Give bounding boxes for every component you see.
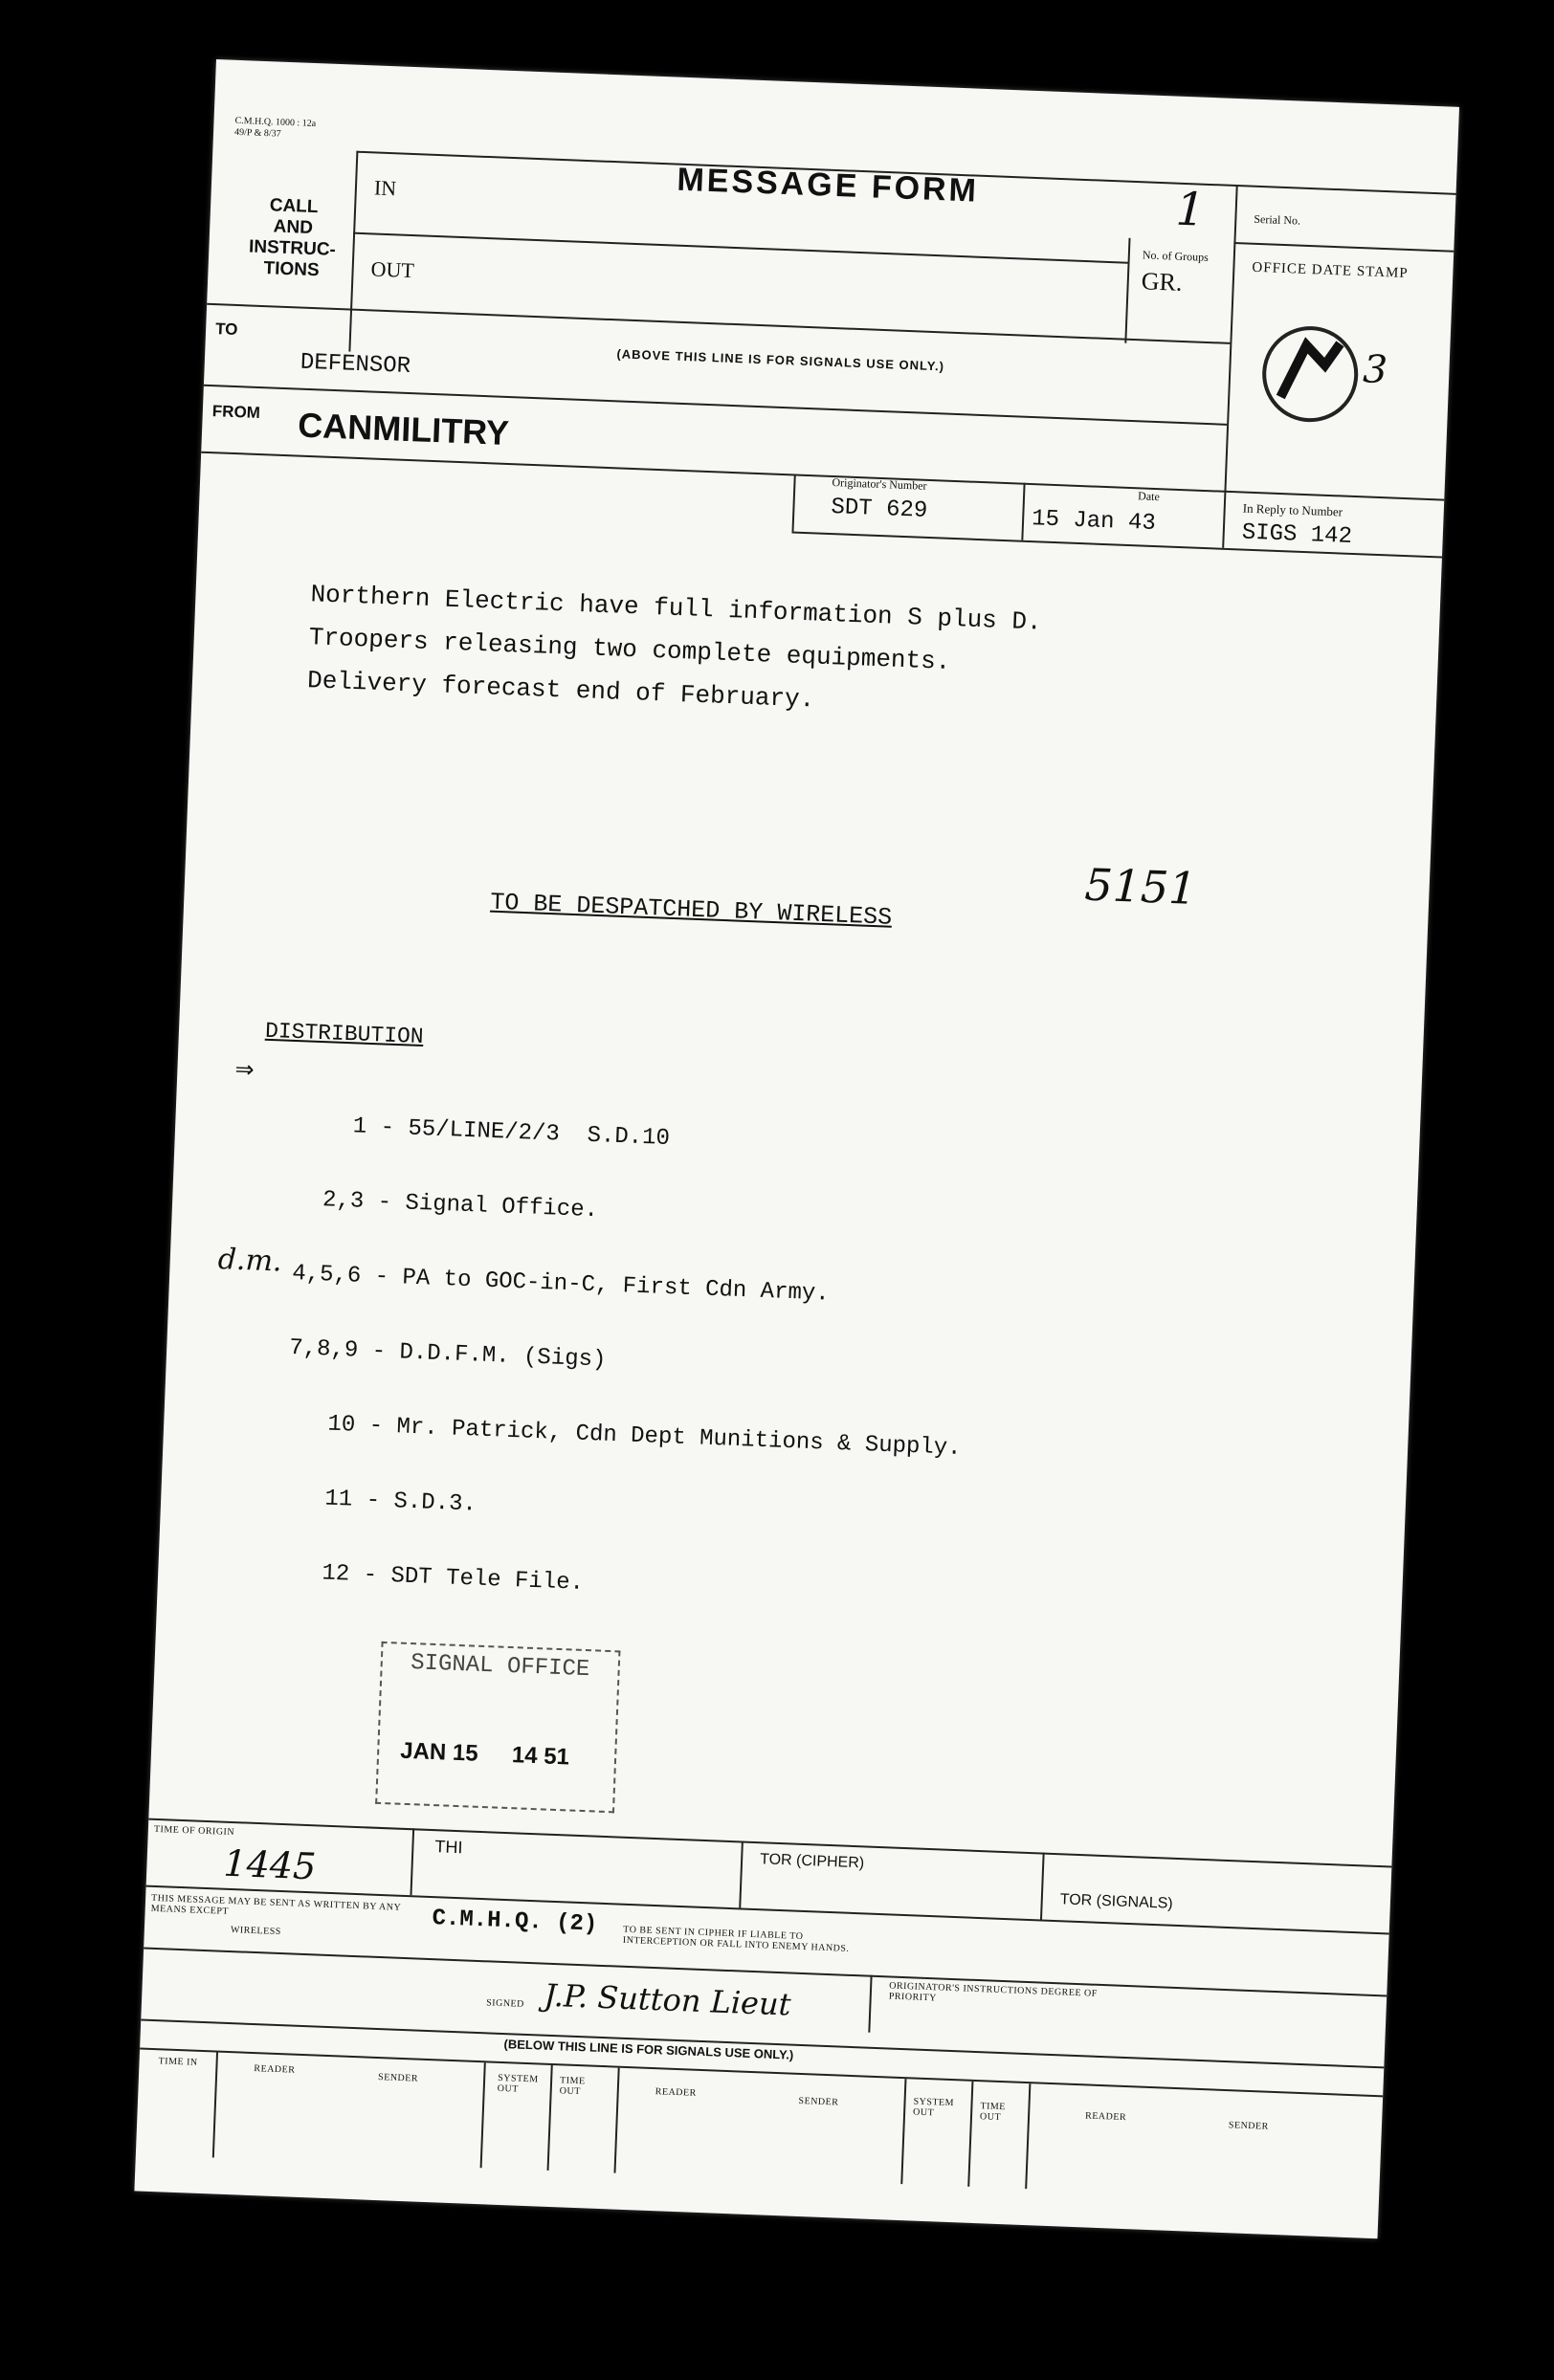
message-line: Delivery forecast end of February.	[306, 666, 815, 715]
signals-log-table	[136, 2049, 1383, 2202]
divider	[410, 1828, 414, 1895]
divider	[1021, 483, 1025, 540]
dist-copies: 7,8,9	[288, 1334, 359, 1364]
from-label: FROM	[211, 402, 261, 423]
distribution-item: 10 - Mr. Patrick, Cdn Dept Munitions & Supply.	[269, 1410, 962, 1462]
column-header: SYSTEM OUT	[912, 2096, 955, 2119]
below-line-note: (BELOW THIS LINE IS FOR SIGNALS USE ONLY.)	[503, 2037, 794, 2062]
reply-value: SIGS 142	[1241, 519, 1353, 550]
dist-copies: 12	[321, 1560, 350, 1588]
handwritten-number: 5151	[1083, 858, 1198, 915]
column-header: READER	[254, 2063, 296, 2076]
distribution-list	[261, 1062, 975, 1660]
divider	[1040, 1853, 1045, 1920]
divider	[1222, 185, 1238, 548]
dist-copies: 4,5,6	[291, 1260, 362, 1289]
distribution-item: 1 - 55/LINE/2/3 S.D.10	[280, 1112, 973, 1163]
call-line: INSTRUC-	[248, 236, 337, 260]
signature: J.P. Sutton Lieut	[543, 1976, 792, 2023]
signal-office-stamp	[375, 1642, 620, 1813]
divider	[900, 2079, 906, 2184]
distribution-item: 7,8,9 - D.D.F.M. (Sigs)	[272, 1335, 965, 1387]
divider	[792, 474, 796, 531]
divider	[547, 2065, 553, 2171]
despatch-note: TO BE DESPATCHED BY WIRELESS	[489, 888, 893, 932]
divider	[739, 1840, 744, 1907]
stamp-title: SIGNAL OFFICE	[410, 1650, 590, 1684]
reply-label: In Reply to Number	[1242, 500, 1343, 519]
dist-recipient: PA to GOC-in-C, First Cdn Army.	[401, 1265, 831, 1308]
cipher-note: TO BE SENT IN CIPHER IF LIABLE TO INTERCEPTION OR FALL INTO ENEMY HANDS.	[622, 1924, 850, 1954]
may-be-sent-label: THIS MESSAGE MAY BE SENT AS WRITTEN BY ANY MEANS EXCEPT	[150, 1892, 402, 1917]
time-of-origin-value: 1445	[222, 1841, 318, 1888]
dist-copies: 10	[326, 1411, 356, 1439]
distribution-item: 2,3 - Signal Office.	[278, 1186, 970, 1238]
divider	[207, 303, 1230, 344]
originator-label: Originator's Number	[832, 475, 927, 493]
distribution-heading: DISTRIBUTION	[264, 1018, 425, 1050]
groups-value: GR.	[1141, 267, 1183, 297]
form-code-line1: C.M.H.Q. 1000 : 12a	[234, 115, 317, 130]
dist-recipient: Signal Office.	[404, 1190, 599, 1224]
message-line: Northern Electric have full information S plus D.	[310, 580, 1043, 637]
distribution-item: 12 - SDT Tele File.	[263, 1559, 956, 1611]
dist-recipient: 55/LINE/2/3 S.D.10	[407, 1115, 671, 1153]
divider	[201, 452, 1444, 501]
dist-copies: 2,3	[322, 1187, 365, 1215]
office-date-stamp-label: OFFICE DATE STAMP	[1252, 259, 1409, 281]
out-label: OUT	[370, 256, 415, 283]
call-line: CALL	[269, 195, 319, 218]
message-form-paper	[134, 59, 1459, 2238]
stamp-date: JAN 15	[399, 1737, 479, 1767]
to-value: DEFENSOR	[300, 349, 411, 381]
stamp-unit: C.M.H.Q. (2)	[432, 1906, 598, 1938]
serial-value: 1	[1174, 182, 1207, 237]
dist-copies: 1	[352, 1113, 367, 1140]
from-value: CANMILITRY	[297, 405, 510, 453]
column-header: READER	[1084, 2110, 1127, 2124]
wireless-label: WIRELESS	[230, 1925, 282, 1938]
column-header: SYSTEM OUT	[497, 2072, 539, 2095]
originator-instructions: ORIGINATOR'S INSTRUCTIONS DEGREE OF PRIORITY	[888, 1980, 1099, 2004]
divider	[1124, 238, 1130, 343]
date-value: 15 Jan 43	[1031, 506, 1157, 538]
arrow-icon: ⇒	[233, 1056, 255, 1084]
dist-recipient: Mr. Patrick, Cdn Dept Munitions & Supply.	[395, 1414, 963, 1462]
date-label: Date	[1137, 489, 1161, 504]
divider	[1233, 242, 1454, 253]
groups-label: No. of Groups	[1142, 248, 1210, 264]
distribution-item: 4,5,6 - PA to GOC-in-C, First Cdn Army.	[275, 1261, 967, 1312]
time-of-origin-label: TIME OF ORIGIN	[153, 1823, 235, 1839]
column-header: TIME OUT	[979, 2101, 1007, 2124]
column-header: TIME OUT	[559, 2075, 586, 2098]
dist-recipient: S.D.3.	[392, 1488, 477, 1518]
dist-recipient: SDT Tele File.	[389, 1563, 585, 1597]
call-line: TIONS	[263, 258, 321, 281]
divider	[613, 2068, 619, 2173]
form-title: MESSAGE FORM	[676, 161, 980, 209]
form-code	[234, 116, 317, 142]
divider	[1025, 2083, 1031, 2189]
form-code-line2: 49/P & 8/37	[233, 126, 281, 140]
divider	[868, 1975, 872, 2033]
column-header: READER	[655, 2086, 697, 2099]
message-line: Troopers releasing two complete equipments.	[308, 623, 951, 676]
initials: d.m.	[217, 1243, 283, 1279]
in-label: IN	[373, 175, 397, 201]
tor-signals-label: TOR (SIGNALS)	[1059, 1891, 1173, 1912]
dist-copies: 11	[323, 1486, 353, 1513]
call-line: AND	[273, 216, 314, 238]
serial-label: Serial No.	[1254, 211, 1301, 228]
column-header: SENDER	[798, 2095, 839, 2108]
originator-value: SDT 629	[830, 495, 928, 524]
distribution-item: 11 - S.D.3.	[266, 1485, 959, 1536]
thi-label: THI	[434, 1837, 463, 1858]
stamp-mark: 3	[1362, 347, 1388, 393]
call-instructions	[229, 194, 356, 283]
divider	[212, 2053, 218, 2158]
to-label: TO	[214, 320, 238, 340]
divider	[353, 232, 1127, 264]
signals-line-note: (ABOVE THIS LINE IS FOR SIGNALS USE ONLY.)	[616, 346, 945, 374]
divider	[480, 2062, 486, 2168]
divider	[967, 2082, 973, 2187]
column-header: SENDER	[1228, 2120, 1269, 2132]
column-header: SENDER	[377, 2072, 419, 2084]
dist-recipient: D.D.F.M. (Sigs)	[398, 1339, 607, 1374]
column-header: TIME IN	[158, 2056, 198, 2068]
signed-label: SIGNED	[485, 1997, 525, 2010]
stamp-time: 14 51	[511, 1742, 570, 1771]
tor-cipher-label: TOR (CIPHER)	[759, 1851, 865, 1872]
